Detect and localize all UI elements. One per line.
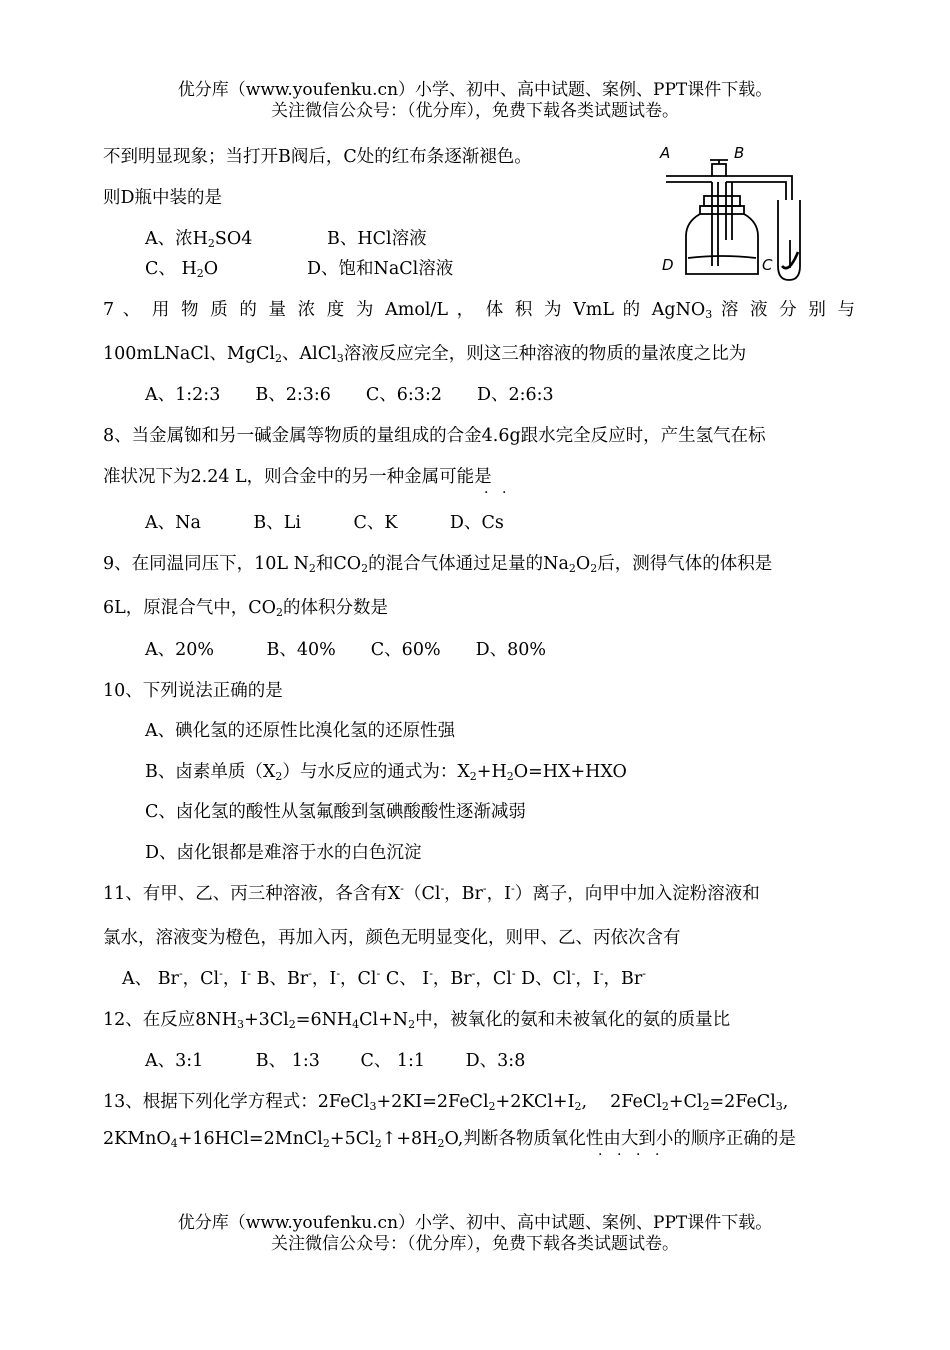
q11-stem-line-1: 11、有甲、乙、丙三种溶液，各含有X-（Cl-，Br-，I-）离子，向甲中加入淀粉溶液和	[103, 882, 760, 904]
q10-stem: 10、下列说法正确的是	[103, 681, 283, 701]
q10-option-c: C、卤化氢的酸性从氢氟酸到氢碘酸酸性逐渐减弱	[145, 802, 526, 822]
q8-stem-line-2: 准状况下为2.24 L，则合金中的另一种金属可能是	[103, 467, 492, 487]
q11-options: A、 Br-，Cl-，I- B、Br-，I-，Cl- C、 I-，Br-，Cl- D、Cl-，I-，Br-	[122, 967, 646, 989]
figure-label-d: D	[662, 256, 674, 274]
q9-stem-line-1: 9、在同温同压下，10L $N_2$和$CO_2$的混合气体通过足量的$Na_2O_2$后，测得气体的体积是	[103, 554, 773, 575]
q11-stem-line-2: 氯水，溶液变为橙色，再加入丙，颜色无明显变化，则甲、乙、丙依次含有	[103, 928, 681, 948]
q13-stem-line-2: $2KMnO_4+16HCl=2MnCl_2+5Cl_2↑+8H_2O$,判断各物质氧化性由大到小的顺序正确的是	[103, 1129, 796, 1150]
emphasis-dot: ·	[484, 485, 489, 501]
q8-stem-line-1: 8、当金属铷和另一碱金属等物质的量组成的合金4.6g跟水完全反应时，产生氢气在标	[103, 426, 766, 446]
q9-options: A、20% B、40% C、60% D、80%	[145, 640, 547, 660]
q6-text-2: 则D瓶中装的是	[103, 188, 223, 208]
figure-label-b: B	[734, 144, 745, 162]
q10-option-b: B、卤素单质$(X_2)$与水反应的通式为：$X_2+H_2O=HX+HXO$	[145, 762, 627, 783]
q13-stem-line-1: 13、根据下列化学方程式：$2FeCl_3+2KI=2FeCl_2+2KCl+I_2$, $2FeCl_2+Cl_2=2FeCl_3$,	[103, 1092, 789, 1113]
q6-option-b: B、HCl溶液	[327, 229, 427, 249]
figure-label-c: C	[762, 256, 773, 274]
q6-option-d: D、饱和NaCl溶液	[307, 259, 454, 279]
emphasis-dot: ·	[617, 1147, 622, 1163]
q12-stem: 12、在反应$8NH_3+3Cl_2=6NH_4Cl+N_2$中，被氧化的氨和未被氧化的氨的质量比	[103, 1010, 731, 1031]
q9-stem-line-2: 6L，原混合气中，$CO_2$的体积分数是	[103, 598, 388, 619]
footer-line-1: 优分库（www.youfenku.cn）小学、初中、高中试题、案例、PPT课件下载。	[177, 1213, 773, 1233]
footer-line-2: 关注微信公众号：（优分库），免费下载各类试题试卷。	[271, 1234, 679, 1254]
q10-option-d: D、卤化银都是难溶于水的白色沉淀	[145, 843, 422, 863]
q10-option-a: A、碘化氢的还原性比溴化氢的还原性强	[145, 721, 456, 741]
header-line-1: 优分库（www.youfenku.cn）小学、初中、高中试题、案例、PPT课件下载。	[177, 80, 773, 100]
q8-options: A、Na B、Li C、K D、Cs	[145, 513, 504, 533]
figure-label-a: A	[660, 144, 671, 162]
q7-stem-line-1: 7 、 用 物 质 的 量 浓 度 为 Amol/L ， 体 积 为 VmL 的 AgNO$_3$ 溶 液 分 别 与	[103, 300, 855, 321]
q6-text-1: 不到明显现象；当打开B阀后，C处的红布条逐渐褪色。	[103, 147, 532, 167]
emphasis-dot: ·	[655, 1147, 660, 1163]
header-line-2: 关注微信公众号：（优分库），免费下载各类试题试卷。	[271, 101, 679, 121]
q6-option-a: A、浓$H_2SO4$	[145, 229, 253, 250]
gas-apparatus-figure	[652, 142, 812, 287]
q7-stem-line-2: 100mLNaCl、MgCl$_2$、AlCl$_3$溶液反应完全，则这三种溶液的物质的量浓度之比为	[103, 344, 747, 365]
emphasis-dot: ·	[502, 485, 507, 501]
q6-option-c: C、 $H_2O$	[145, 259, 219, 280]
emphasis-dot: ·	[598, 1147, 603, 1163]
q7-options: A、1:2:3 B、2:3:6 C、6:3:2 D、2:6:3	[145, 385, 554, 405]
q12-options: A、3:1 B、 1:3 C、 1:1 D、3:8	[145, 1051, 526, 1071]
emphasis-dot: ·	[636, 1147, 641, 1163]
